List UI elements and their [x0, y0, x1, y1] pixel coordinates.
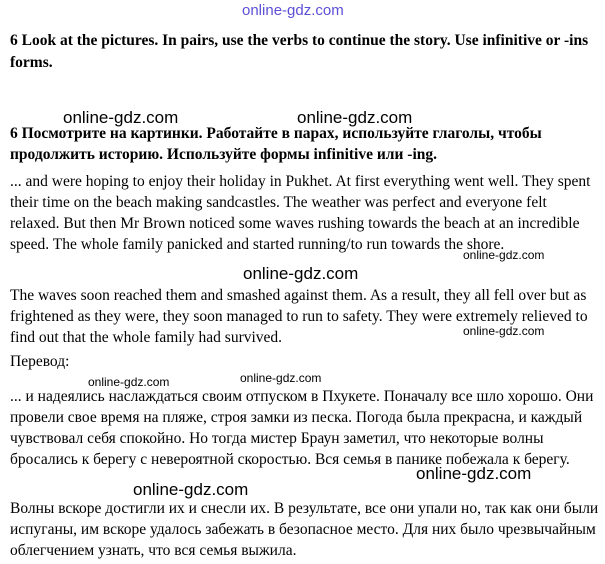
watermark: online-gdz.com	[88, 375, 170, 389]
header-watermark: online-gdz.com	[242, 2, 344, 19]
story-paragraph-1	[10, 171, 600, 255]
translation-paragraph-1: ... и надеялись наслаждаться своим отпуском в Пхукете. Поначалу все шло хорошо. Они провели свое время на пляже, строя замки из песка. Погода была прекрасна, и каждый чувствовал себя спокойно. Но тогда мистер Браун заметил, что некоторые волны бросались к берегу с невероятной скоростью. Вся семья в панике побежала к берегу.	[10, 388, 594, 468]
story-text: ... and were hoping to enjoy their holiday in Pukhet. At first everything went well. They spent their time on the beach making sandcastles. The weather was perfect and everyone felt relaxed. But then Mr Brown noticed some waves rushing towards the beach at an incredible speed. The whole family panicked and started running/to run towards the shore.	[10, 173, 591, 253]
watermark: online-gdz.com	[416, 464, 532, 483]
task-heading-russian: 6 Посмотрите на картинки. Работайте в парах, используйте глаголы, чтобы продолжить историю. Используйте формы infinitive или -ing.	[10, 125, 542, 163]
watermark: online-gdz.com	[297, 108, 413, 127]
watermark: online-gdz.com	[463, 324, 545, 338]
translation-label: Перевод:	[10, 353, 70, 370]
watermark: online-gdz.com	[240, 371, 322, 385]
watermark: online-gdz.com	[133, 480, 249, 499]
task-heading-english: 6 Look at the pictures. In pairs, use the verbs to continue the story. Use infinitive or -ins forms.	[10, 32, 589, 71]
watermark: online-gdz.com	[243, 264, 359, 283]
watermark: online-gdz.com	[63, 108, 179, 127]
watermark: online-gdz.com	[463, 248, 545, 262]
story-paragraph-2: The waves soon reached them and smashed against them. As a result, they all fell over but as frightened as they were, they soon managed to run to safety. They were extremely relieved to find out that the whole family had survived.	[10, 287, 588, 346]
translation-paragraph-2: Волны вскоре достигли их и снесли их. В результате, все они упали но, так как они были испуганы, им вскоре удалось забежать в безопасное место. Для них было чрезвычайным облегчением узнать, что вся семья выжила.	[10, 500, 599, 559]
